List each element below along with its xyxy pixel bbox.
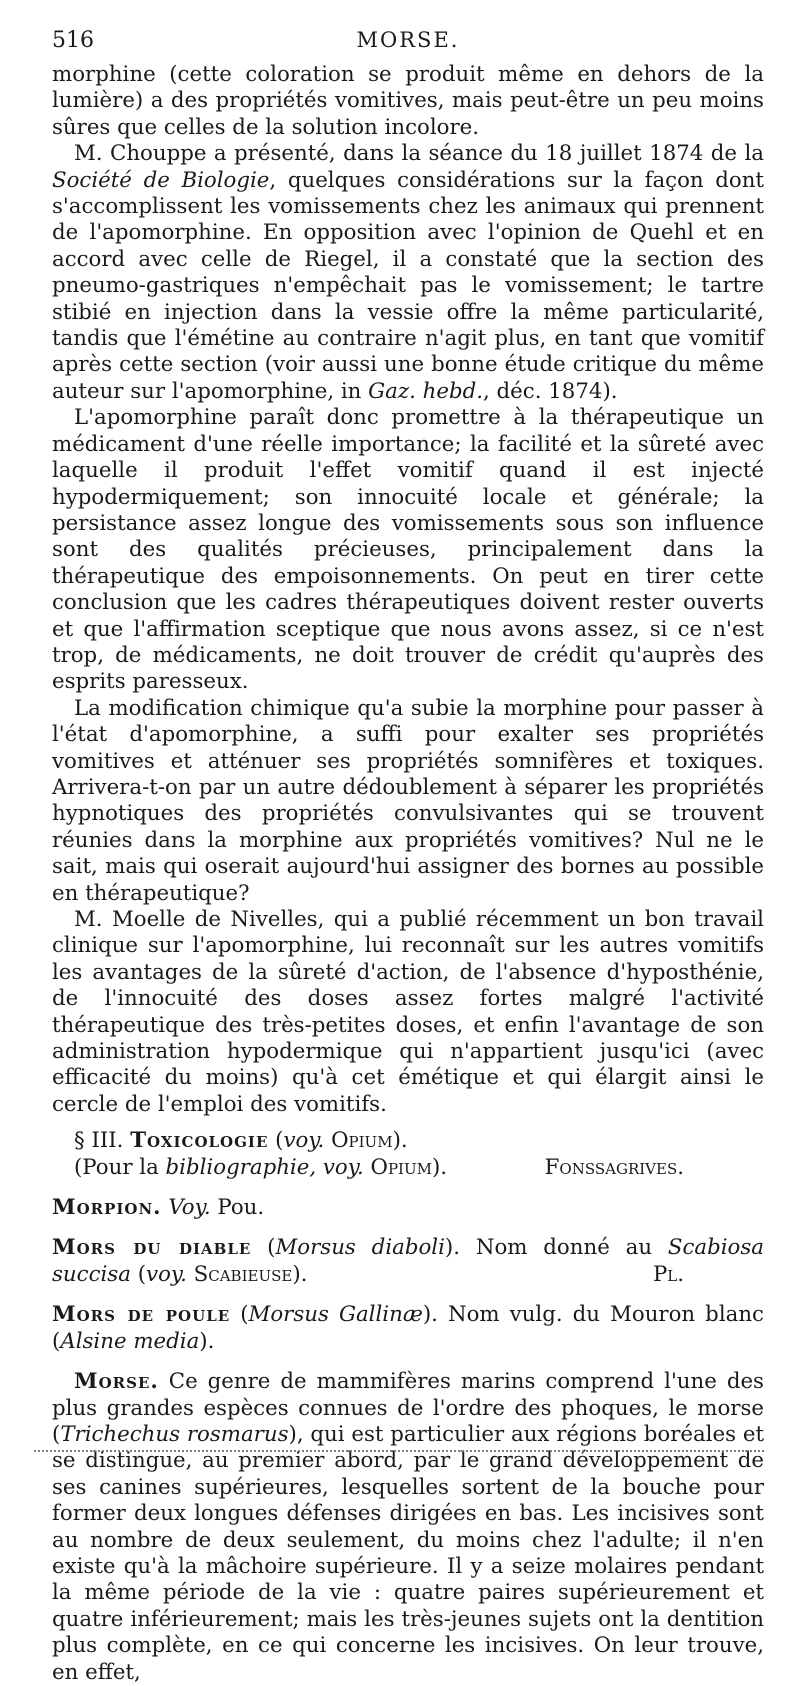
paragraph-1-text: morphine (cette coloration se produit même en dehors de la lumière) a des propriétés vomitives, mais peut-être un peu moins sûres que celles de la solution incolore. <box>52 62 764 140</box>
section-bibliography <box>52 1155 764 1181</box>
running-title: MORSE. <box>356 28 460 52</box>
entry-diable-signature: Pl. <box>652 1261 684 1287</box>
section-paren-close: ). <box>392 1128 408 1154</box>
paragraph-3-text: L'apomorphine paraît donc promettre à la thérapeutique un médicament d'une réelle importance; la facilité et la sûreté avec laquelle il produit l'effet vomitif quand il est injecté hypodermiquement; son innocuité locale et générale; la persistance assez longue des vomissements sous son influence sont des qualités précieuses, principalement dans la thérapeutique des empoisonnements. On peut en tirer cette conclusion que les cadres thérapeutiques doivent rester ouverts et que l'affirmation sceptique que nous avons assez, si ce n'est trop, de médicaments, ne doit trouver de crédit qu'auprès des esprits paresseux. <box>52 405 764 695</box>
entry-diable-text-c: ( <box>130 1261 147 1287</box>
entry-poule-text-b: ). Nom vulg. du Mouron blanc ( <box>52 1302 764 1354</box>
entry-poule-latin: Morsus Gallinæ <box>248 1302 423 1328</box>
paragraph-4 <box>52 696 764 907</box>
section-number: § III. <box>74 1128 131 1154</box>
entry-morse <box>52 1369 764 1686</box>
entry-poule-text-c: ). <box>199 1328 215 1354</box>
paragraph-2-italic-2: Gaz. hebd. <box>368 378 483 404</box>
section-heading <box>52 1128 764 1154</box>
entry-diable-head: Mors du diable <box>52 1235 252 1261</box>
entry-morse-head: Morse. <box>74 1369 159 1395</box>
entry-diable-latin-2: Scabiosa succisa <box>52 1235 764 1287</box>
entry-diable-ref: Scabieuse <box>186 1261 293 1287</box>
author-signature: Fonssagrives. <box>544 1154 684 1180</box>
entry-morse-latin: Trichechus rosmarus <box>60 1421 289 1447</box>
bibliography-text-a: (Pour la <box>74 1154 166 1180</box>
section-opium-ref: Opium <box>324 1128 393 1154</box>
page-number: 516 <box>52 28 94 53</box>
paragraph-2-text-c: , déc. 1874). <box>483 378 618 404</box>
bibliography-text-b: ). <box>431 1154 448 1180</box>
entry-diable-text-b: ). Nom donné au <box>444 1235 668 1261</box>
section-voy: voy. <box>283 1128 325 1154</box>
entry-morpion-text: Pou. <box>210 1195 265 1221</box>
section-paren-open: ( <box>268 1128 284 1154</box>
entry-mors-du-diable <box>52 1235 764 1288</box>
entry-morpion-head: Morpion. <box>52 1195 162 1221</box>
section-title: Toxicologie <box>130 1128 269 1154</box>
paragraph-3 <box>52 405 764 695</box>
entry-morpion-voy: Voy. <box>161 1195 211 1221</box>
paragraph-5 <box>52 907 764 1118</box>
footer-dotted-rule <box>34 1450 764 1452</box>
paragraph-2-text-a: M. Chouppe a présenté, dans la séance du 18 juillet 1874 de la <box>74 141 764 167</box>
page <box>52 22 764 1686</box>
paragraph-4-text: La modification chimique qu'a subie la morphine pour passer à l'état d'apomorphine, a suffi pour exalter ses propriétés vomitives et atténuer ses propriétés somnifères et toxiques. Arrivera-t-on par un autre dédoublement à séparer les propriétés hypnotiques des propriétés convulsivantes qui se trouvent réunies dans la morphine aux propriétés vomitives? Nul ne le sait, mais qui oserait aujourd'hui assigner des bornes au possible en thérapeutique? <box>52 695 764 906</box>
entry-morpion <box>52 1195 764 1221</box>
page-header <box>52 22 764 62</box>
entry-morse-text-b: ), qui est particulier aux régions boréales et se distingue, au premier abord, par le grand développement de ses canines supérieures, lesquelles sortent de la bouche pour former deux longues défenses dirigées en bas. Les incisives sont au nombre de deux seulement, du moins chez l'adulte; il n'en existe qu'à la mâchoire supérieure. Il y a seize molaires pendant la même période de la vie : quatre paires supérieurement et quatre inférieurement; mais les très-jeunes sujets ont la dentition plus complète, en ce qui concerne les incisives. On leur trouve, en effet, <box>52 1421 764 1685</box>
entry-diable-voy: voy. <box>146 1261 187 1287</box>
paragraph-5-text: M. Moelle de Nivelles, qui a publié récemment un bon travail clinique sur l'apomorphine, lui reconnaît sur les autres vomitifs les avantages de la sûreté d'action, de l'absence d'hyposthénie, de l'innocuité des doses assez fortes malgré l'activité thérapeutique des très-petites doses, et enfin l'avantage de son administration hypodermique qui n'appartient jusqu'ici (avec efficacité du moins) qu'à cet émétique et qui élargit ainsi le cercle de l'emploi des vomitifs. <box>52 907 764 1117</box>
paragraph-2-text-b: , quelques considérations sur la façon dont s'accomplissent les vomissements chez les animaux qui prennent de l'apomorphine. En opposition avec l'opinion de Quehl et en accord avec celle de Riegel, il a constaté que la section des pneumo-gastriques n'empêchait pas le vomissement; le tartre stibié en injection dans la vessie offre la même particularité, tandis que l'émétine au contraire n'agit plus, en tant que vomitif après cette section (voir aussi une bonne étude critique du même auteur sur l'apomorphine, in <box>52 167 764 404</box>
entry-poule-text-a: ( <box>230 1302 249 1328</box>
paragraph-2 <box>52 141 764 405</box>
entry-diable-text-a: ( <box>251 1235 276 1261</box>
bibliography-opium-ref: Opium <box>363 1154 432 1180</box>
paragraph-1 <box>52 62 764 141</box>
entry-poule-latin-2: Alsine media <box>60 1328 200 1354</box>
bibliography-italic: bibliographie, voy. <box>165 1154 364 1180</box>
entry-diable-text-d: ). <box>292 1261 308 1287</box>
paragraph-2-italic-1: Société de Biologie <box>52 167 270 193</box>
entry-morse-text-a: Ce genre de mammifères marins comprend l'une des plus grandes espèces connues de l'ordre des phoques, le morse ( <box>52 1369 764 1447</box>
page-body <box>52 62 764 1686</box>
entry-mors-de-poule <box>52 1302 764 1355</box>
entry-poule-head: Mors de poule <box>52 1302 231 1328</box>
entry-diable-latin: Morsus diaboli <box>275 1235 445 1261</box>
